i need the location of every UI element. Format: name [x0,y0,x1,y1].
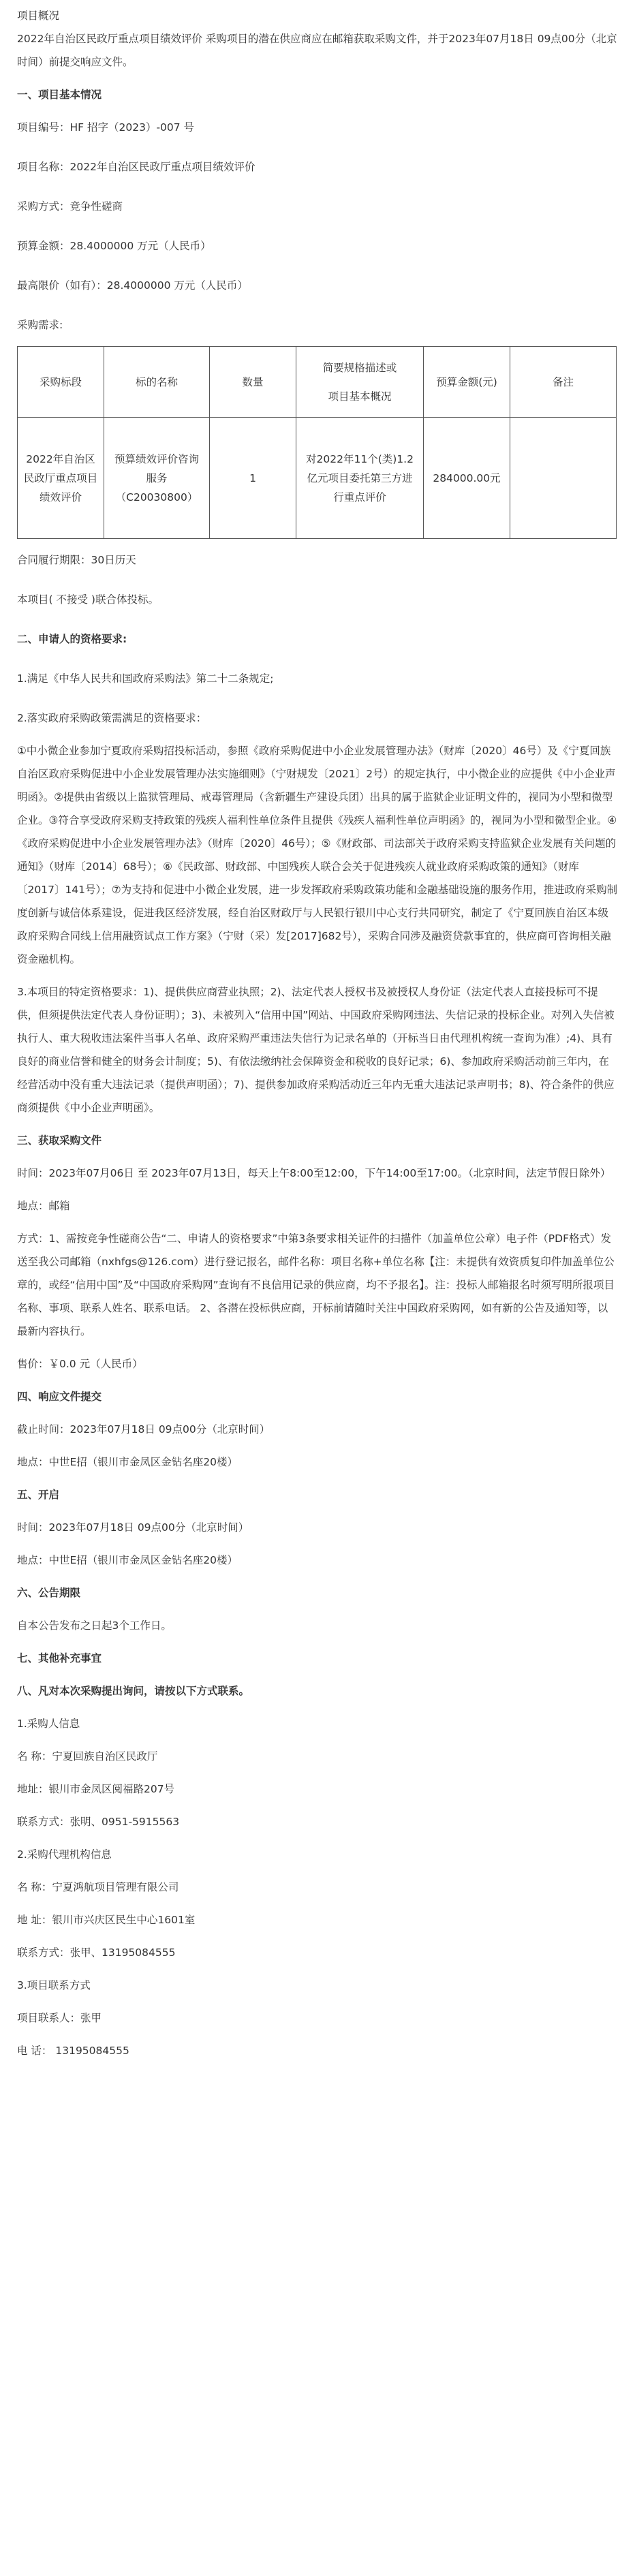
cell-note [510,418,617,539]
procurement-method: 采购方式：竞争性磋商 [17,200,123,213]
cell-desc: 对2022年11个(类)1.2亿元项目委托第三方进行重点评价 [296,418,424,539]
qualification-2: 2.落实政府采购政策需满足的资格要求： [17,712,207,724]
document-price: 售价：￥0.0 元（人民币） [17,1358,143,1370]
qualification-1: 1.满足《中华人民共和国政府采购法》第二十二条规定; [17,672,274,685]
obtain-method: 方式：1、需按竞争性磋商公告“二、申请人的资格要求”中第3条要求相关证件的扫描件（加盖单位公章）电子件（PDF格式）发送至我公司邮箱（nxhfgs@126.com）进行登记报名，邮件名称：项目名称+单位名称【注：未提供有效资质复印件加盖单位公章的，或经“信用中国”及“中国政府采购网”查询有不良信用记录的供应商，均不予报名】。注：投标人邮箱报名时须写明所报项目名称、事项、联系人姓名、联系电话。 2、各潜在投标供应商，开标前请随时关注中国政府采购网，如有新的公告及通知等，以最新内容执行。 [17,1232,615,1337]
section-4-title: 四、响应文件提交 [17,1391,102,1403]
cell-lot: 2022年自治区民政厅重点项目绩效评价 [18,418,104,539]
qualification-policy: ①中小微企业参加宁夏政府采购招投标活动，参照《政府采购促进中小企业发展管理办法》（财库〔2020〕46号）及《宁夏回族自治区政府采购促进中小企业发展管理办法实施细则》（宁财规发〔2021〕2号）的规定执行，中小微企业的应提供《中小企业声明函》。②提供由省级以上监狱管理局、戒毒管理局（含新疆生产建设兵团）出具的属于监狱企业证明文件的，视同为小型和微型企业。③符合享受政府采购支持政策的残疾人福利性单位条件且提供《残疾人福利性单位声明函》的，视同为小型和微型企业。④《政府采购促进中小企业发展管理办法》（财库〔2020〕46号）；⑤《财政部、司法部关于政府采购支持监狱企业发展有关问题的通知》（财库〔2014〕68号）；⑥《民政部、财政部、中国残疾人联合会关于促进残疾人就业政府采购政策的通知》（财库〔2017〕141号）；⑦为支持和促进中小微企业发展，进一步发挥政府采购政策功能和金融基础设施的服务作用，推进政府采购制度创新与诚信体系建设，促进我区经济发展，经自治区财政厅与人民银行银川中心支行共同研究，制定了《宁夏回族自治区本级政府采购合同线上信用融资试点工作方案》（宁财（采）发[2017]682号），采购合同涉及融资贷款事宜的，供应商可咨询相关融资金融机构。 [17,745,618,965]
header-amount: 预算金额(元) [424,347,510,418]
open-time: 时间：2023年07月18日 09点00分（北京时间） [17,1521,249,1534]
section-7-title: 七、其他补充事宜 [17,1652,102,1664]
agency-title: 2.采购代理机构信息 [17,1848,112,1861]
project-name: 项目名称：2022年自治区民政厅重点项目绩效评价 [17,161,255,173]
section-8-title: 八、凡对本次采购提出询问，请按以下方式联系。 [17,1685,250,1697]
requirement-label: 采购需求: [17,319,63,331]
section-6-title: 六、公告期限 [17,1587,81,1599]
contract-period: 合同履行期限：30日历天 [17,554,136,566]
obtain-place: 地点：邮箱 [17,1200,70,1212]
header-desc-line-1: 简要规格描述或 [322,361,397,374]
cell-item: 预算绩效评价咨询服务（C20030800） [104,418,210,539]
project-contact-phone: 电 话： 13195084555 [17,2045,129,2057]
project-number: 项目编号：HF 招字（2023）-007 号 [17,121,195,134]
table-header-row [18,347,617,418]
submit-place: 地点：中世E招（银川市金凤区金钻名座20楼） [17,1456,238,1468]
project-contact-person: 项目联系人：张甲 [17,2012,102,2024]
section-2-title: 二、申请人的资格要求: [17,633,127,645]
obtain-time: 时间：2023年07月06日 至 2023年07月13日，每天上午8:00至12:00，下午14:00至17:00。（北京时间，法定节假日除外） [17,1167,611,1179]
section-1-title: 一、项目基本情况 [17,89,102,101]
announcement-period: 自本公告发布之日起3个工作日。 [17,1619,172,1632]
purchaser-contact: 联系方式：张明、0951-5915563 [17,1816,180,1828]
agency-contact: 联系方式：张甲、13195084555 [17,1946,176,1959]
header-desc [296,347,424,418]
header-lot: 采购标段 [18,347,104,418]
purchaser-title: 1.采购人信息 [17,1718,80,1730]
header-desc-line-2: 项目基本概况 [328,390,392,403]
header-qty: 数量 [210,347,296,418]
table-row [18,418,617,539]
purchaser-name: 名 称：宁夏回族自治区民政厅 [17,1750,158,1763]
header-note: 备注 [510,347,617,418]
overview-text: 2022年自治区民政厅重点项目绩效评价 采购项目的潜在供应商应在邮箱获取采购文件，并于2023年07月18日 09点00分（北京时间）前提交响应文件。 [17,33,617,68]
open-place: 地点：中世E招（银川市金凤区金钻名座20楼） [17,1554,238,1566]
agency-name: 名 称：宁夏鸿航项目管理有限公司 [17,1881,179,1893]
submit-deadline: 截止时间：2023年07月18日 09点00分（北京时间） [17,1423,270,1436]
purchaser-address: 地址：银川市金凤区阅福路207号 [17,1783,175,1795]
procurement-table [17,346,617,539]
section-3-title: 三、获取采购文件 [17,1134,102,1147]
max-price: 最高限价（如有）：28.4000000 万元（人民币） [17,279,248,292]
budget-amount: 预算金额：28.4000000 万元（人民币） [17,240,211,252]
overview-title: 项目概况 [17,10,60,22]
section-5-title: 五、开启 [17,1489,60,1501]
agency-address: 地 址：银川市兴庆区民生中心1601室 [17,1914,196,1926]
project-contact-title: 3.项目联系方式 [17,1979,91,1991]
qualification-3: 3.本项目的特定资格要求：1)、提供供应商营业执照；2)、法定代表人授权书及被授权人身份证（法定代表人直接投标可不提供，但须提供法定代表人身份证明）；3)、未被列入“信用中国”网站、中国政府采购网违法、失信记录的投标企业。对列入失信被执行人、重大税收违法案件当事人名单、政府采购严重违法失信行为记录名单的（开标当日由代理机构统一查询为准）;4)、具有良好的商业信誉和健全的财务会计制度；5)、有依法缴纳社会保障资金和税收的良好记录；6)、参加政府采购活动前三年内，在经营活动中没有重大违法记录（提供声明函）；7)、提供参加政府采购活动近三年内无重大违法记录声明书；8)、符合条件的供应商须提供《中小企业声明函》。 [17,986,615,1114]
consortium-note: 本项目( 不接受 )联合体投标。 [17,593,159,606]
cell-qty: 1 [210,418,296,539]
cell-amount: 284000.00元 [424,418,510,539]
header-item: 标的名称 [104,347,210,418]
